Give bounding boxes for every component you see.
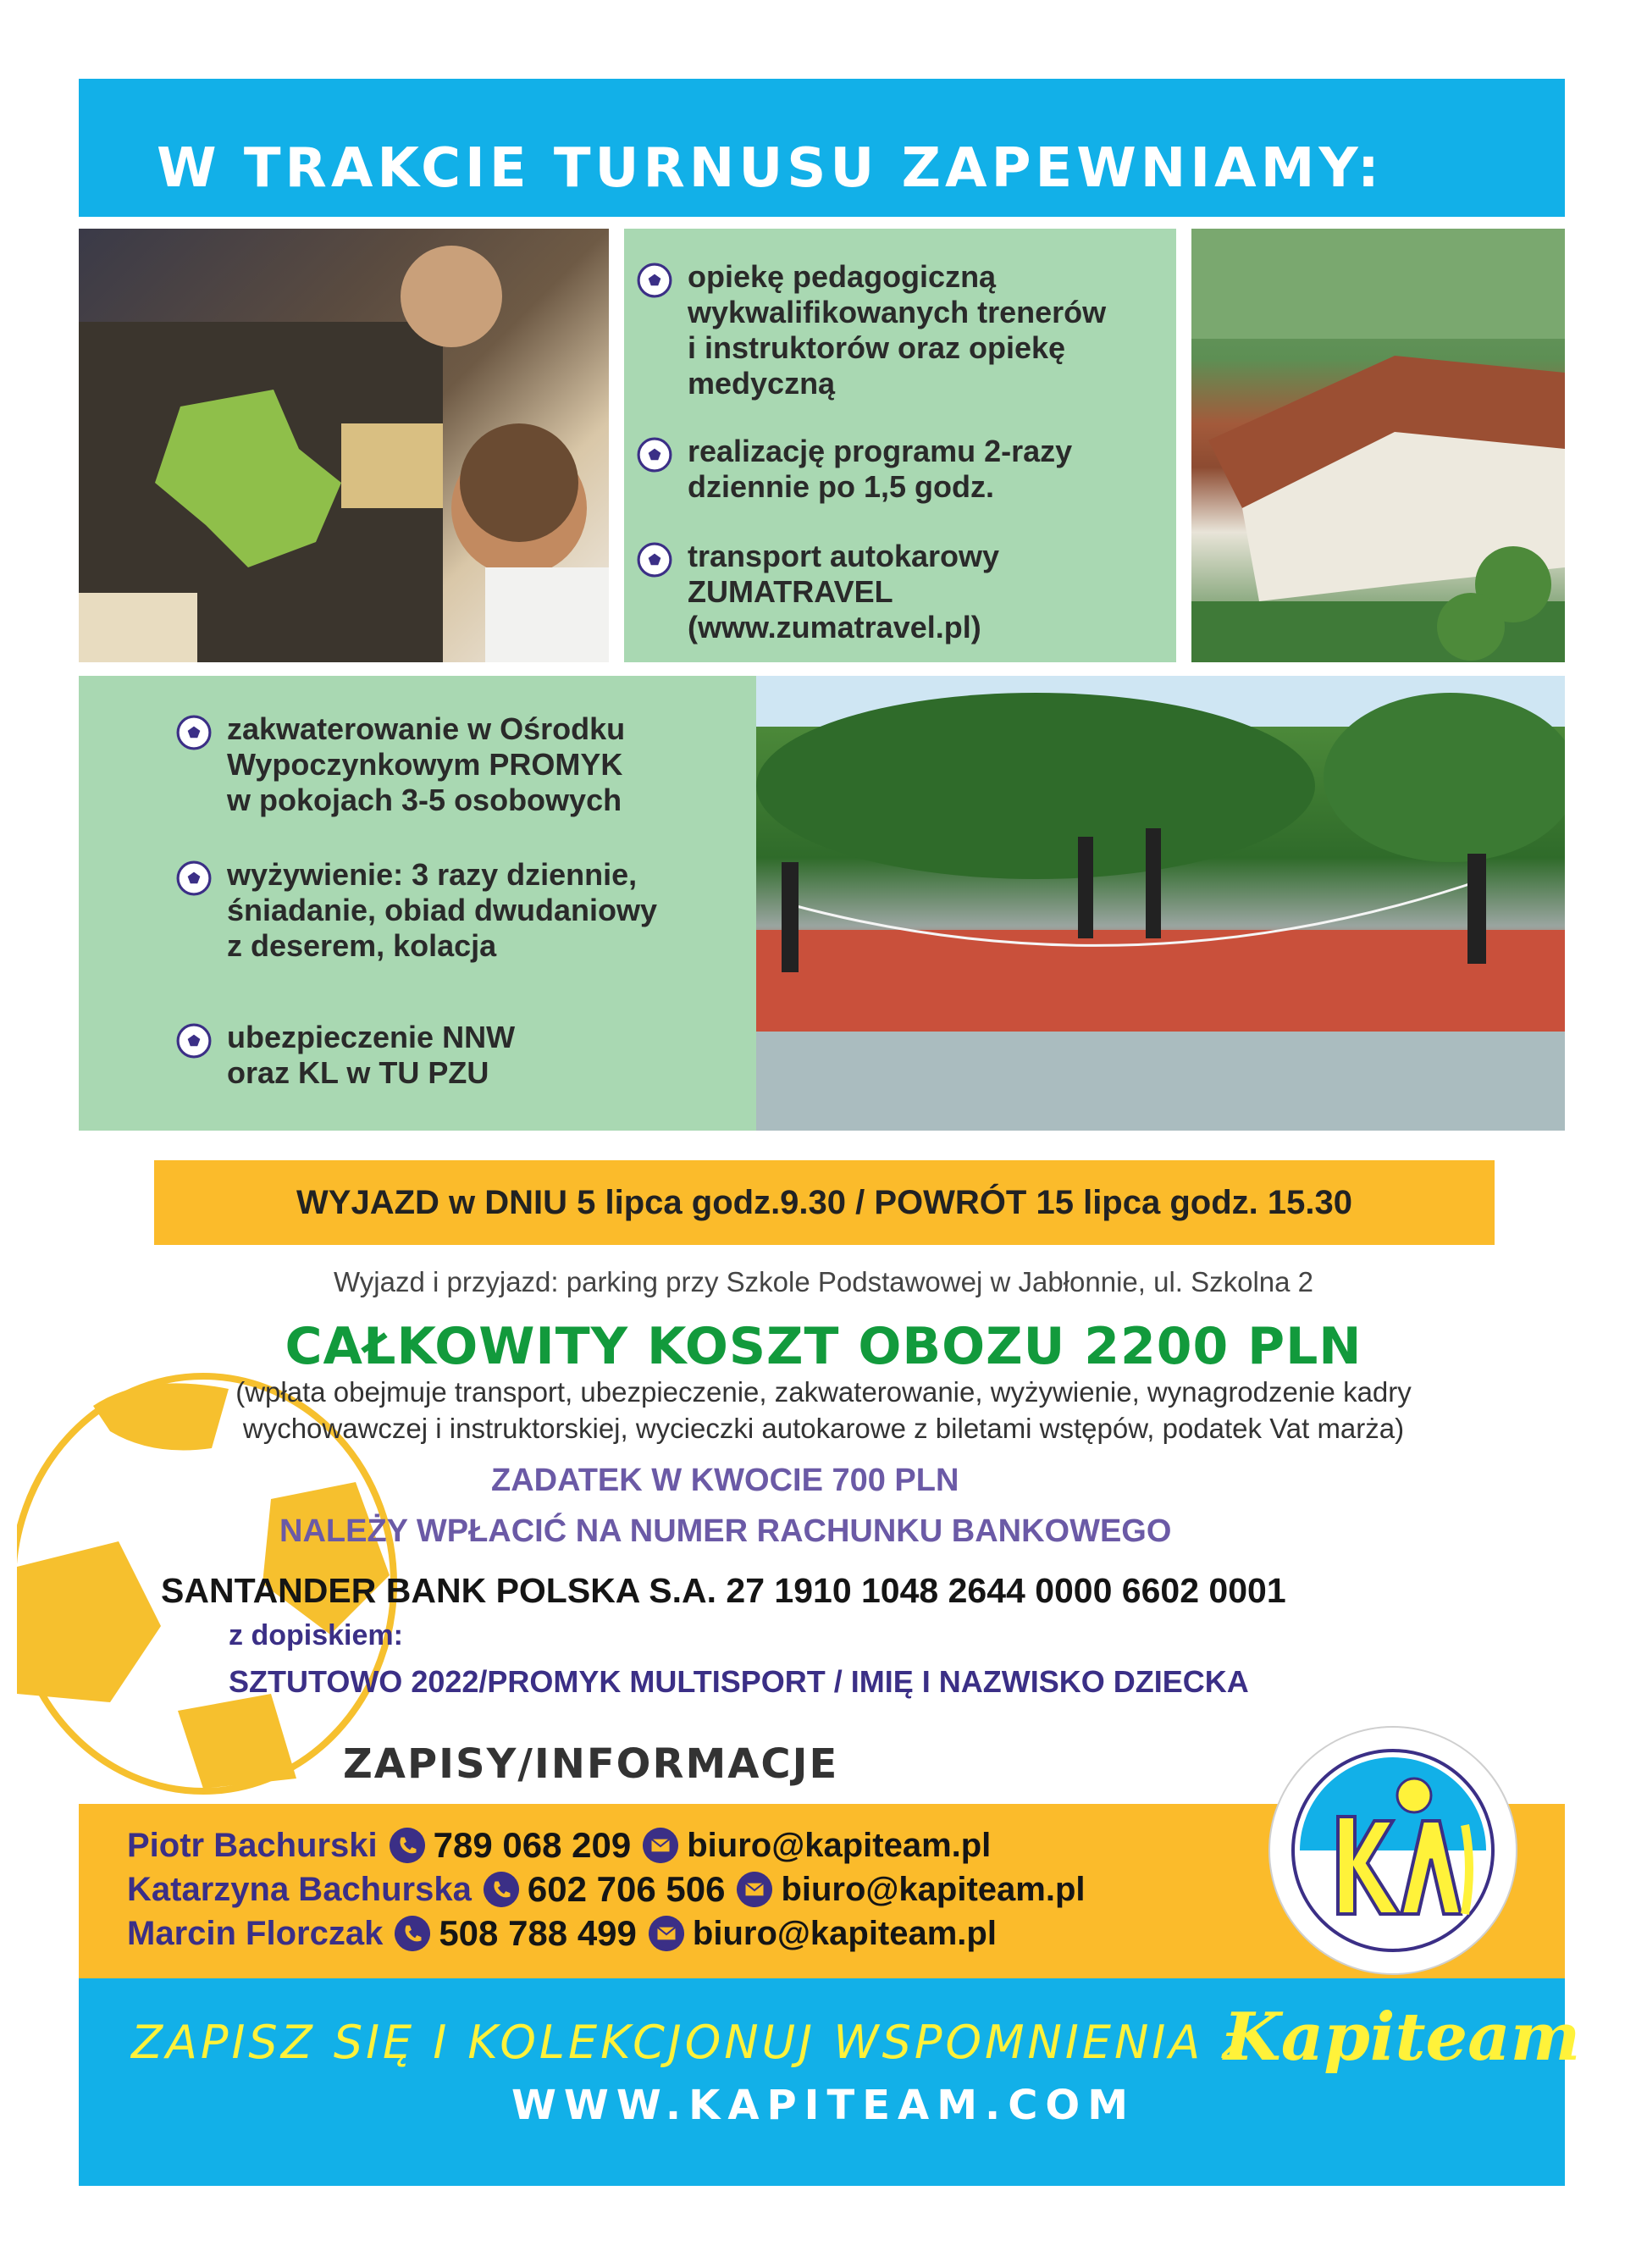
offer-item-insurance [176,1020,515,1091]
soccer-ball-icon [637,542,672,578]
offer-item-meals [176,857,657,964]
contact-name: Katarzyna Bachurska [127,1870,472,1908]
contact-email[interactable]: biuro@kapiteam.pl [687,1826,992,1864]
contact-phone[interactable]: 508 788 499 [439,1913,637,1953]
kapiteam-logo [1266,1723,1520,1978]
signup-heading: ZAPISY/INFORMACJE [343,1740,839,1788]
contact-row [127,1913,997,1954]
page-title: W TRAKCIE TURNUSU ZAPEWNIAMY: [157,137,1384,200]
contact-email[interactable]: biuro@kapiteam.pl [781,1870,1086,1908]
deposit-instruction: NALEŻY WPŁACIĆ NA NUMER RACHUNKU BANKOWEGO [279,1513,1172,1549]
soccer-ball-icon [637,263,672,298]
soccer-ball-icon [176,860,212,896]
website-link[interactable]: WWW.KAPITEAM.COM [511,2082,1136,2129]
offer-item-care [637,259,1106,401]
photo-promyk-building [1191,229,1565,662]
soccer-ball-icon [176,715,212,750]
offer-item-transport [637,539,999,645]
contact-email[interactable]: biuro@kapiteam.pl [692,1914,997,1952]
cost-note: wychowawczej i instruktorskiej, wycieczki autokarowe z biletami wstępów, podatek Vat marża) [242,1413,1405,1444]
phone-icon [484,1872,519,1907]
email-icon [649,1916,684,1951]
departure-text: WYJAZD w DNIU 5 lipca godz.9.30 / POWRÓT 15 lipca godz. 15.30 [296,1184,1352,1221]
photo-building-illustration [1191,229,1565,662]
photo-kids-illustration [79,229,609,662]
offer-item-accommodation [176,711,625,818]
soccer-ball-icon [637,437,672,473]
phone-icon [395,1916,430,1951]
departure-place: Wyjazd i przyjazd: parking przy Szkole Podstawowej w Jabłonnie, ul. Szkolna 2 [333,1266,1314,1297]
photo-sports-illustration [756,676,1565,1131]
contact-phone[interactable]: 602 706 506 [527,1869,726,1909]
email-icon [737,1872,772,1907]
offer-item-text: opiekę pedagogiczną wykwalifikowanych trenerów i instruktorów oraz opiekę medyczną [688,259,1107,401]
offer-item-text: realizację programu 2-razy dziennie po 1,5 godz. [688,434,1073,504]
footer-brand: Kapiteam [1224,1999,1581,2076]
photo-kids-board-game [79,229,609,662]
contact-row [127,1825,991,1866]
offer-item-text: wyżywienie: 3 razy dziennie, śniadanie, obiad dwudaniowy z deserem, kolacja [227,857,658,963]
transfer-title: SZTUTOWO 2022/PROMYK MULTISPORT / IMIĘ I NAZWISKO DZIECKA [229,1664,1249,1699]
contact-phone[interactable]: 789 068 209 [433,1825,632,1865]
total-cost: CAŁKOWITY KOSZT OBOZU 2200 PLN [285,1317,1362,1376]
contact-row [127,1869,1086,1910]
photo-jump-rope-court [756,676,1565,1131]
offer-item-program [637,434,1072,505]
soccer-ball-icon [176,1023,212,1059]
bank-account: SANTANDER BANK POLSKA S.A. 27 1910 1048 2644 0000 6602 0001 [161,1571,1286,1610]
contact-name: Piotr Bachurski [127,1826,378,1864]
offer-item-text: transport autokarowy ZUMATRAVEL (www.zumatravel.pl) [688,539,1000,644]
footer-slogan: ZAPISZ SIĘ I KOLEKCJONUJ WSPOMNIENIA z [131,2016,1249,2069]
deposit-amount: ZADATEK W KWOCIE 700 PLN [491,1463,959,1498]
offer-item-text: zakwaterowanie w Ośrodku Wypoczynkowym PROMYK w pokojach 3-5 osobowych [227,711,626,817]
contact-name: Marcin Florczak [127,1914,384,1952]
email-icon [643,1828,678,1863]
transfer-note-label: z dopiskiem: [229,1619,403,1651]
cost-note: (wpłata obejmuje transport, ubezpieczenie, zakwaterowanie, wyżywienie, wynagrodzenie kadry [235,1376,1412,1408]
offer-item-text: ubezpieczenie NNW oraz KL w TU PZU [227,1020,516,1090]
phone-icon [390,1828,425,1863]
